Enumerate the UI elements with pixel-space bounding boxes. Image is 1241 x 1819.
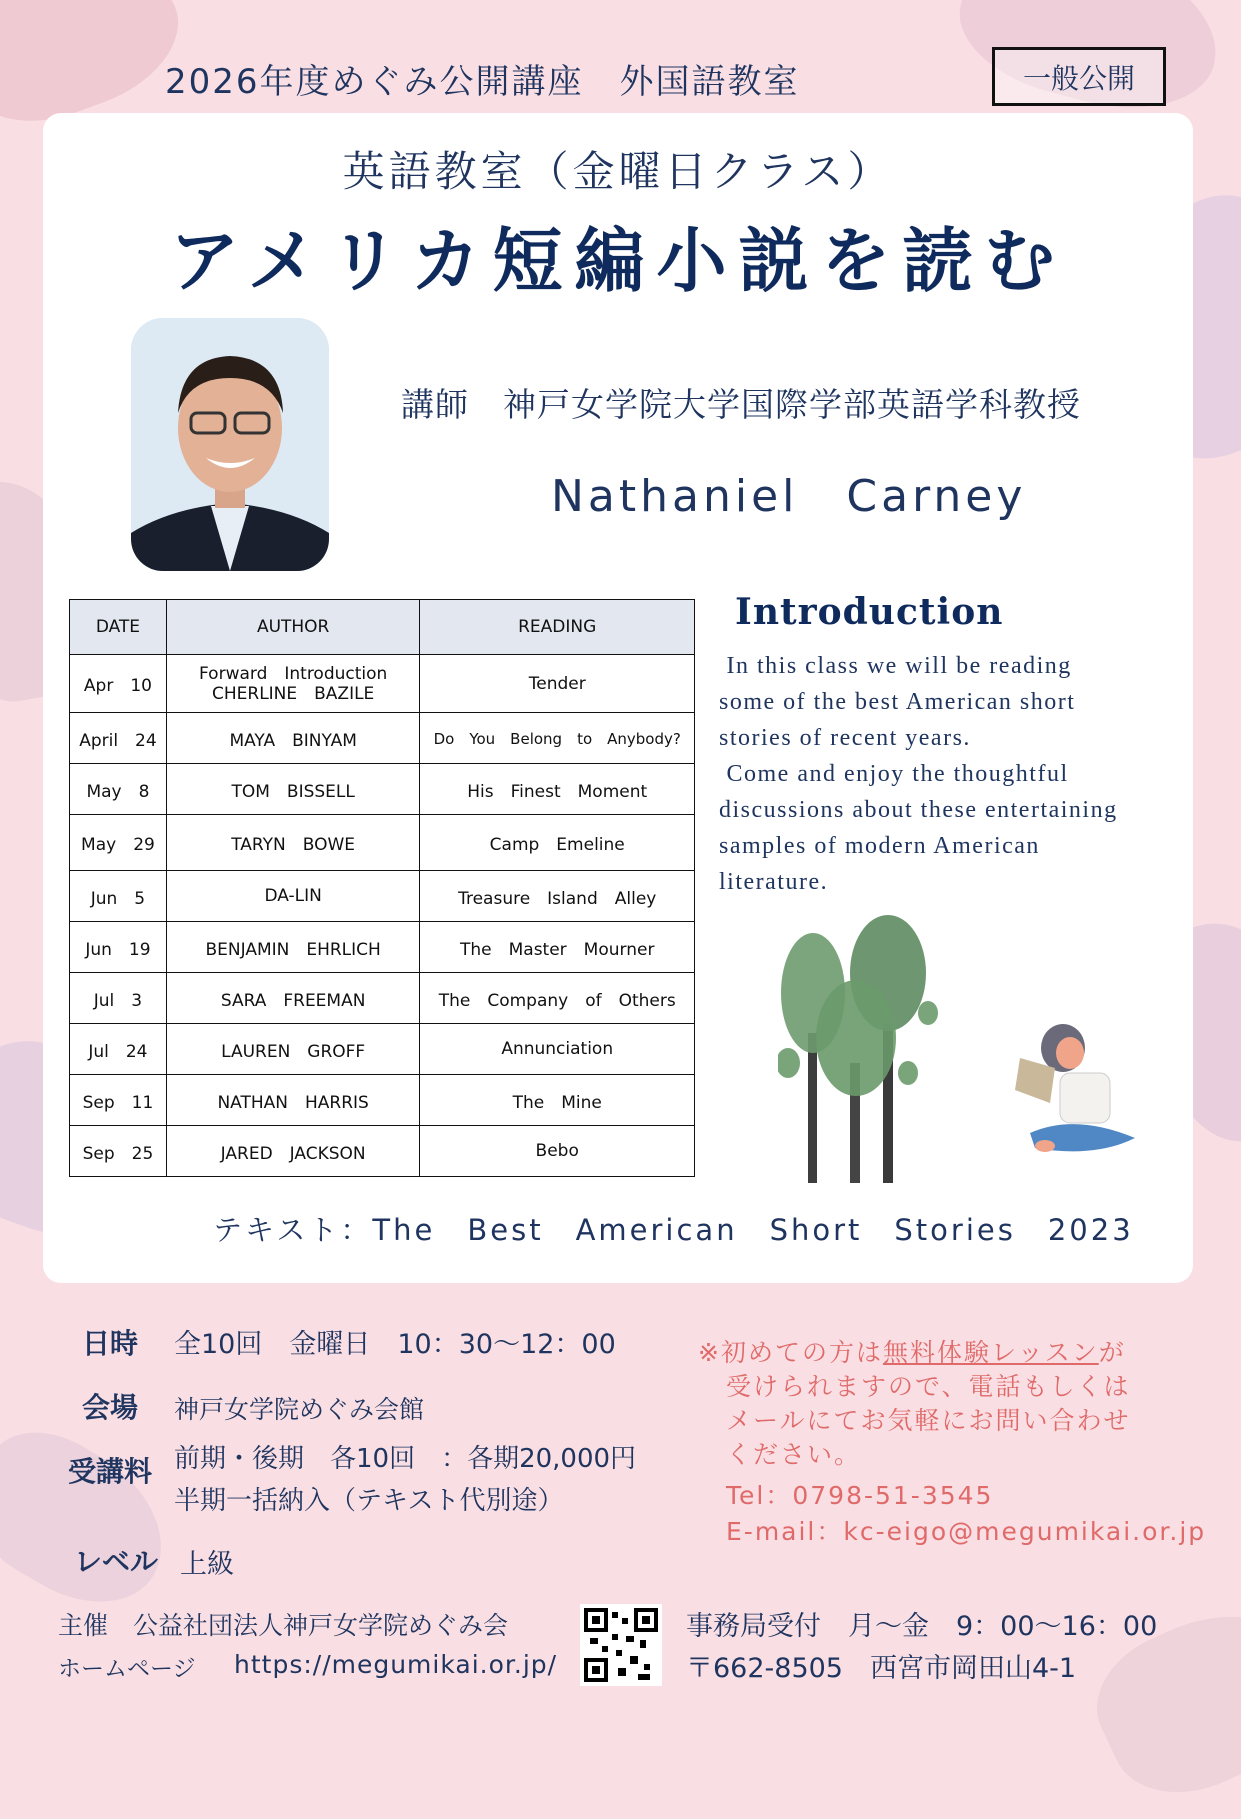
homepage-label: ホームページ: [58, 1656, 196, 1682]
table-row: [70, 764, 695, 815]
table-row: [70, 655, 695, 713]
notice-prefix: ※初めての方は: [698, 1338, 883, 1367]
author-line: CHERLINE BAZILE: [211, 683, 375, 704]
table-row: [70, 1024, 695, 1075]
level-value: 上級: [180, 1549, 234, 1580]
notice-line: 受けられますので、電話もしくは: [726, 1372, 1131, 1401]
textbook-line: テキスト：The Best American Short Stories 2023: [213, 1213, 1134, 1247]
author-cell: DA-LIN: [166, 871, 420, 922]
intro-line: samples of modern American: [719, 833, 1040, 859]
table-row: [70, 1075, 695, 1126]
author-cell: BENJAMIN EHRLICH: [166, 922, 420, 973]
schedule-table: [69, 599, 695, 1177]
lecturer-photo: [131, 318, 329, 571]
reading-cell: Annunciation: [420, 1024, 695, 1075]
intro-line: discussions about these entertaining: [719, 797, 1118, 823]
intro-line: some of the best American short: [719, 689, 1076, 715]
table-header-row: [70, 600, 695, 655]
reading-cell: His Finest Moment: [420, 764, 695, 815]
office-hours: 事務局受付 月～金 9：00～16：00: [686, 1611, 1158, 1642]
date-cell: May 29: [70, 815, 167, 871]
intro-line: In this class we will be reading: [719, 653, 1072, 679]
reading-cell: Tender: [420, 655, 695, 713]
table-row: [70, 713, 695, 764]
venue-label: 会場: [82, 1391, 139, 1424]
author-cell: SARA FREEMAN: [166, 973, 420, 1024]
table-row: [70, 922, 695, 973]
date-cell: Jul 3: [70, 973, 167, 1024]
lecturer-name: Nathaniel Carney: [551, 471, 1027, 522]
date-cell: Jun 5: [70, 871, 167, 922]
postal-address: 〒662-8505 西宮市岡田山4-1: [686, 1653, 1077, 1684]
trial-lesson-notice: [698, 1336, 1198, 1472]
date-cell: Jul 24: [70, 1024, 167, 1075]
date-cell: May 8: [70, 764, 167, 815]
table-row: [70, 973, 695, 1024]
notice-line: ください。: [726, 1440, 862, 1469]
fee-line-1: 前期・後期 各10回 ：各期20,000円: [174, 1444, 637, 1474]
reading-cell: Do You Belong to Anybody?: [420, 713, 695, 764]
table-row: [70, 1126, 695, 1177]
datetime-value: 全10回 金曜日 10：30～12：00: [174, 1329, 616, 1360]
table-row: [70, 871, 695, 922]
organizer: 主催 公益社団法人神戸女学院めぐみ会: [58, 1611, 509, 1640]
introduction-text: [719, 648, 1189, 900]
venue-value: 神戸女学院めぐみ会館: [174, 1395, 425, 1424]
trees-illustration: [778, 913, 993, 1183]
author-cell: JARED JACKSON: [166, 1126, 420, 1177]
date-cell: Sep 11: [70, 1075, 167, 1126]
introduction-heading: Introduction: [735, 591, 1004, 633]
level-label: レベル: [74, 1545, 159, 1578]
main-card: [43, 113, 1193, 1283]
fee-label: 受講料: [68, 1455, 153, 1488]
table-row: [70, 815, 695, 871]
email-address[interactable]: E-mail：kc-eigo@megumikai.or.jp: [726, 1517, 1207, 1546]
date-cell: Sep 25: [70, 1126, 167, 1177]
notice-suffix: が: [1098, 1338, 1126, 1367]
author-cell: NATHAN HARRIS: [166, 1075, 420, 1126]
free-trial-link[interactable]: 無料体験レッスン: [882, 1338, 1099, 1367]
notice-line: メールにてお気軽にお問い合わせ: [726, 1406, 1131, 1435]
reading-cell: Bebo: [420, 1126, 695, 1177]
date-cell: April 24: [70, 713, 167, 764]
fee-line-2: 半期一括納入（テキスト代別途）: [174, 1486, 564, 1516]
date-cell: Jun 19: [70, 922, 167, 973]
public-badge: 一般公開: [992, 47, 1166, 106]
author-cell: [166, 655, 420, 713]
intro-line: Come and enjoy the thoughtful: [719, 761, 1069, 787]
intro-line: literature.: [719, 869, 829, 895]
reading-cell: The Company of Others: [420, 973, 695, 1024]
date-cell: Apr 10: [70, 655, 167, 713]
reading-cell: Camp Emeline: [420, 815, 695, 871]
reading-cell: Treasure Island Alley: [420, 871, 695, 922]
reading-girl-illustration: [1015, 1018, 1145, 1168]
author-line: Forward Introduction: [199, 663, 388, 684]
author-cell: MAYA BINYAM: [166, 713, 420, 764]
qr-code[interactable]: [580, 1604, 662, 1686]
author-cell: LAUREN GROFF: [166, 1024, 420, 1075]
reading-cell: The Master Mourner: [420, 922, 695, 973]
course-title: アメリカ短編小説を読む: [169, 220, 1067, 302]
homepage-link[interactable]: https://megumikai.or.jp/: [234, 1650, 558, 1679]
reading-cell: The Mine: [420, 1075, 695, 1126]
column-header-reading: READING: [420, 600, 695, 655]
course-subtitle: 英語教室（金曜日クラス）: [342, 147, 894, 196]
author-cell: TARYN BOWE: [166, 815, 420, 871]
datetime-label: 日時: [82, 1327, 139, 1360]
intro-line: stories of recent years.: [719, 725, 971, 751]
decorative-petal: [0, 1409, 192, 1630]
phone-number[interactable]: Tel：0798-51-3545: [726, 1481, 994, 1510]
author-cell: TOM BISSELL: [166, 764, 420, 815]
column-header-date: DATE: [70, 600, 167, 655]
column-header-author: AUTHOR: [166, 600, 420, 655]
lecturer-affiliation: 講師 神戸女学院大学国際学部英語学科教授: [401, 385, 1081, 424]
event-series-title: 2026年度めぐみ公開講座 外国語教室: [165, 62, 800, 102]
